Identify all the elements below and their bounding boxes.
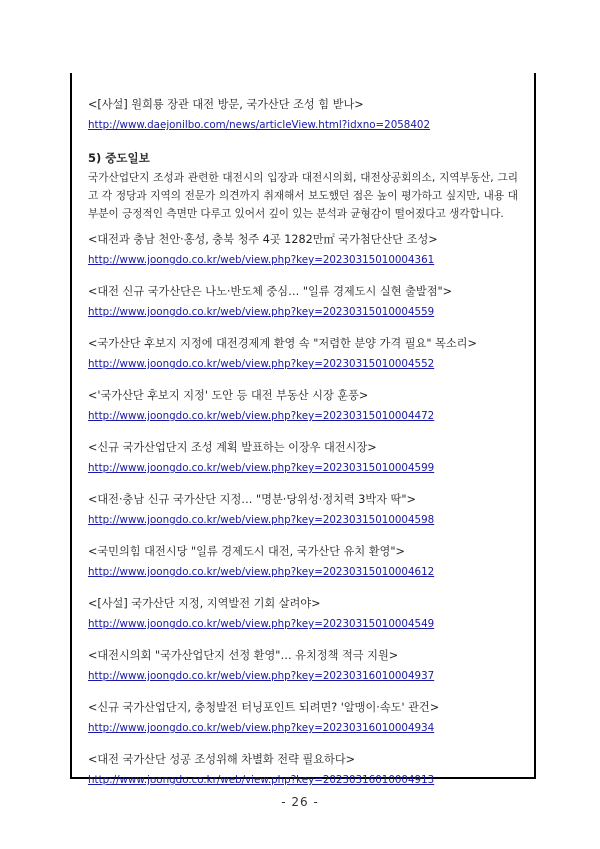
article-link[interactable]: http://www.joongdo.co.kr/web/view.php?key=20230316010004937 [88,670,435,682]
section-heading: 5) 중도일보 [88,151,150,165]
article-link[interactable]: http://www.joongdo.co.kr/web/view.php?key=20230315010004472 [88,410,435,422]
page-number: - 26 - [281,795,319,809]
article-title: <'국가산단 후보지 지정' 도안 등 대전 부동산 시장 훈풍> [88,389,369,402]
list-item [88,389,528,441]
article-title: <대전시의회 "국가산업단지 선정 환영"… 유치정책 적극 지원> [88,649,399,662]
list-item [88,441,528,493]
article-link[interactable]: http://www.joongdo.co.kr/web/view.php?key=20230316010004934 [88,722,435,734]
list-item [88,285,528,337]
article-title: <신규 국가산업단지, 충청발전 터닝포인트 되려면? '알맹이·속도' 관건> [88,701,440,714]
article-link[interactable]: http://www.joongdo.co.kr/web/view.php?key=20230315010004559 [88,306,435,318]
article-link[interactable]: http://www.joongdo.co.kr/web/view.php?key=20230315010004599 [88,462,435,474]
intro-article [88,98,528,132]
article-link[interactable]: http://www.joongdo.co.kr/web/view.php?key=20230315010004361 [88,254,435,266]
article-title: <대전·충남 신규 국가산단 지정… "명분·당위성·정치력 3박자 딱"> [88,493,416,506]
article-link[interactable]: http://www.joongdo.co.kr/web/view.php?key=20230315010004552 [88,358,435,370]
list-item [88,233,528,285]
article-list [88,233,528,805]
section-paragraph: 국가산업단지 조성과 관련한 대전시의 입장과 대전시의회, 대전상공회의소, 지역부동산, 그리고 각 정당과 지역의 전문가 의견까지 취재해서 보도했던 점은 높이 평가하고 싶지만, 내용 대부분이 긍정적인 측면만 다루고 있어서 깊이 있는 분석과 균형감이 떨어졌다고 생각합니다. [88,172,518,220]
article-title: <[사설] 원희룡 장관 대전 방문, 국가산단 조성 힘 받나> [88,98,364,111]
article-link[interactable]: http://www.joongdo.co.kr/web/view.php?key=20230315010004598 [88,514,435,526]
article-link[interactable]: http://www.daejonilbo.com/news/articleView.html?idxno=2058402 [88,119,431,131]
article-title: <국가산단 후보지 지정에 대전경제계 환영 속 "저렴한 분양 가격 필요" 목소리> [88,337,477,350]
article-title: <신규 국가산업단지 조성 계획 발표하는 이장우 대전시장> [88,441,377,454]
list-item [88,545,528,597]
list-item [88,597,528,649]
article-link[interactable]: http://www.joongdo.co.kr/web/view.php?key=20230316010004913 [88,774,435,786]
article-title: <[사설] 국가산단 지정, 지역발전 기회 살려야> [88,597,321,610]
list-item [88,701,528,753]
article-title: <국민의힘 대전시당 "일류 경제도시 대전, 국가산단 유치 환영"> [88,545,405,558]
list-item [88,649,528,701]
document-body [88,98,528,805]
list-item [88,493,528,545]
article-link[interactable]: http://www.joongdo.co.kr/web/view.php?key=20230315010004612 [88,566,435,578]
article-title: <대전 신규 국가산단은 나노·반도체 중심… "일류 경제도시 실현 출발점"> [88,285,453,298]
article-link[interactable]: http://www.joongdo.co.kr/web/view.php?key=20230315010004549 [88,618,435,630]
list-item [88,337,528,389]
article-title: <대전 국가산단 성공 조성위해 차별화 전략 필요하다> [88,753,356,766]
article-title: <대전과 충남 천안·홍성, 충북 청주 4곳 1282만㎡ 국가첨단산단 조성> [88,233,438,246]
